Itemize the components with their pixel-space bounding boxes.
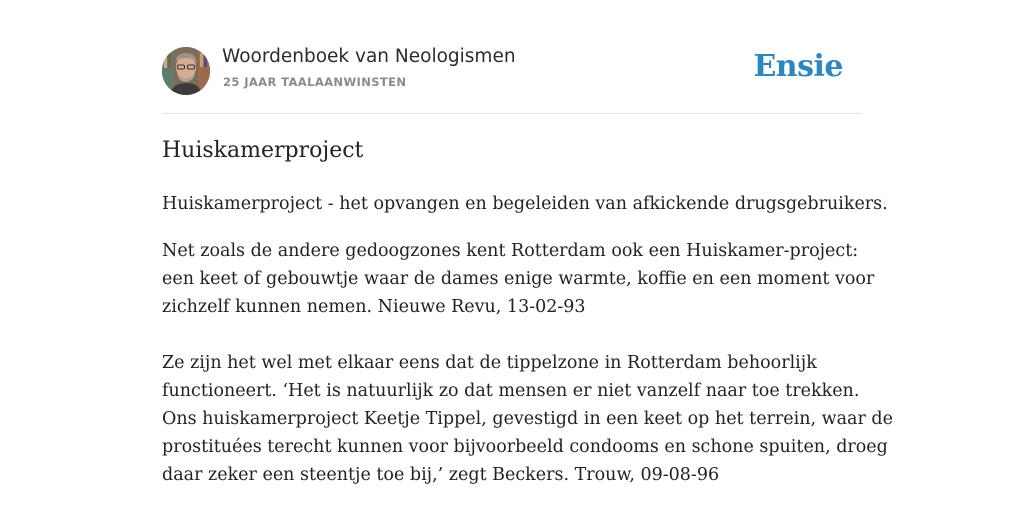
author-avatar[interactable] xyxy=(162,47,210,95)
entry-definition: Huiskamerproject - het opvangen en begeleiden van afkickende drugsgebruikers. xyxy=(162,194,888,214)
example-line: Net zoals de andere gedoogzones kent Rotterdam ook een Huiskamer-project: xyxy=(162,241,859,261)
header-divider xyxy=(162,113,862,114)
header xyxy=(162,46,862,96)
avatar-portrait-image xyxy=(162,47,210,95)
example-line: functioneert. ‘Het is natuurlijk zo dat mensen er niet vanzelf naar toe trekken. xyxy=(162,381,860,401)
example-line: Ons huiskamerproject Keetje Tippel, gevestigd in een keet op het terrein, waar de xyxy=(162,409,893,429)
example-quote xyxy=(162,349,893,489)
example-quote xyxy=(162,237,875,321)
example-line: Ze zijn het wel met elkaar eens dat de tippelzone in Rotterdam behoorlijk xyxy=(162,353,817,373)
source-title[interactable]: Woordenboek van Neologismen xyxy=(222,46,516,67)
example-line: zichzelf kunnen nemen. Nieuwe Revu, 13-02-93 xyxy=(162,297,586,317)
entry-headword: Huiskamerproject xyxy=(162,138,364,163)
example-line: daar zeker een steentje toe bij,’ zegt Beckers. Trouw, 09-08-96 xyxy=(162,465,720,485)
example-line: prostituées terecht kunnen voor bijvoorbeeld condooms en schone spuiten, droeg xyxy=(162,437,888,457)
example-line: een keet of gebouwtje waar de dames enige warmte, koffie en een moment voor xyxy=(162,269,875,289)
source-subtitle: 25 JAAR TAALAANWINSTEN xyxy=(223,75,407,89)
brand-logo[interactable]: Ensie xyxy=(753,49,843,84)
